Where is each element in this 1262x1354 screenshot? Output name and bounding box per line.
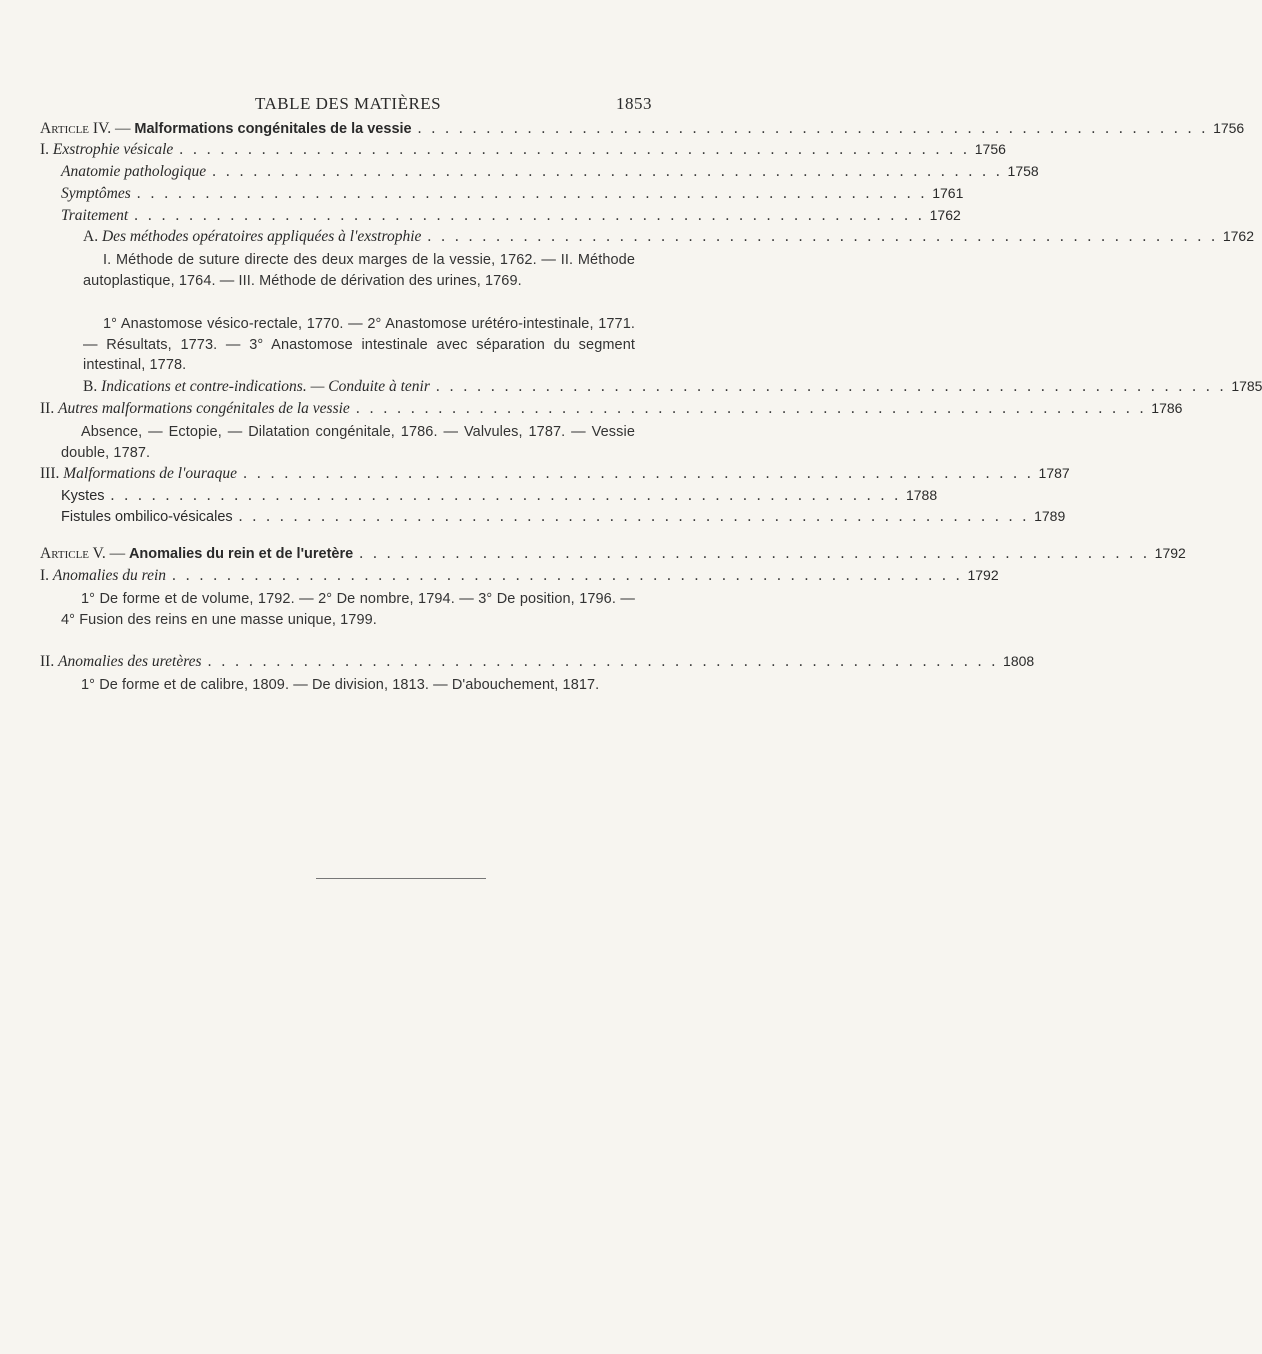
leader-dots: . . . . . . . . . . . . . . . . . . . . . . . . . . . . . . . . . . . . . . . . . . . . . . . . . . . . . . . . . .	[359, 545, 1150, 562]
toc-entry-fistules[interactable]	[61, 508, 1066, 528]
toc-entry-ouraque[interactable]	[40, 465, 1070, 485]
subsection-title: Anatomie pathologique	[61, 163, 207, 180]
leader-dots: . . . . . . . . . . . . . . . . . . . . . . . . . . . . . . . . . . . . . . . . . . . . . . . . . . . . . . . . . .	[172, 567, 963, 584]
leader-dots: . . . . . . . . . . . . . . . . . . . . . . . . . . . . . . . . . . . . . . . . . . . . . . . . . . . . . . . . . .	[427, 228, 1219, 245]
subsection-title: Symptômes	[61, 185, 131, 202]
section-title: Anomalies des uretères	[58, 653, 202, 670]
section-label: I.	[40, 567, 53, 584]
page-ref: 1808	[1003, 653, 1035, 669]
article-title: Malformations congénitales de la vessie	[134, 121, 412, 137]
leader-dots: . . . . . . . . . . . . . . . . . . . . . . . . . . . . . . . . . . . . . . . . . . . . . . . . . . . . . . . . . .	[417, 120, 1209, 137]
page-ref: 1792	[1154, 545, 1186, 561]
header-title: TABLE DES MATIÈRES	[255, 94, 442, 113]
entry-summary-paragraph: 1° De forme et de calibre, 1809. — De division, 1813. — D'abouchement, 1817.	[81, 677, 600, 693]
page-ref: 1792	[967, 567, 999, 583]
entry-summary-paragraph: 1° Anastomose vésico-rectale, 1770. — 2° Anastomose urétéro-intestinale, 1771. — Résultats, 1773. — 3° Anastomose intestinale avec séparation du segment intestinal, 1778.	[83, 316, 635, 373]
section-title: Exstrophie vésicale	[52, 141, 174, 158]
toc-entry-symptomes[interactable]	[61, 185, 964, 205]
page-ref: 1789	[1034, 508, 1066, 524]
leader-dots: . . . . . . . . . . . . . . . . . . . . . . . . . . . . . . . . . . . . . . . . . . . . . . . . . . . . . . . . . .	[136, 185, 928, 202]
page-ref: 1756	[974, 141, 1006, 157]
toc-entry-indications[interactable]	[83, 378, 1262, 398]
section-label: I.	[40, 141, 53, 158]
article-title: Anomalies du rein et de l'uretère	[128, 546, 354, 562]
page-ref: 1785	[1231, 378, 1262, 394]
page-ref: 1758	[1007, 163, 1039, 179]
toc-entry-article-v[interactable]	[40, 545, 1186, 565]
section-label: III.	[40, 465, 64, 482]
header-page-number: 1853	[616, 94, 652, 113]
toc-entry-article-iv[interactable]	[40, 120, 1245, 140]
section-title: Autres malformations congénitales de la vessie	[58, 400, 350, 417]
article-prefix: Article	[40, 545, 90, 562]
leader-dots: . . . . . . . . . . . . . . . . . . . . . . . . . . . . . . . . . . . . . . . . . . . . . . . . . . . . . . . . . .	[179, 141, 970, 158]
page-ref: 1762	[929, 207, 961, 223]
entry-summary-paragraph: 1° De forme et de volume, 1792. — 2° De nombre, 1794. — 3° De position, 1796. — 4° Fusion des reins en une masse unique, 1799.	[61, 591, 635, 628]
leader-dots: . . . . . . . . . . . . . . . . . . . . . . . . . . . . . . . . . . . . . . . . . . . . . . . . . . . . . . . . . .	[435, 378, 1227, 395]
article-numeral: V. —	[89, 545, 129, 562]
leader-dots: . . . . . . . . . . . . . . . . . . . . . . . . . . . . . . . . . . . . . . . . . . . . . . . . . . . . . . . . . .	[243, 465, 1034, 482]
subsection-label: B.	[83, 378, 102, 395]
page-ref: 1787	[1038, 465, 1070, 481]
subsection-title: Traitement	[61, 207, 129, 224]
subsection-label: A.	[83, 228, 102, 245]
leader-dots: . . . . . . . . . . . . . . . . . . . . . . . . . . . . . . . . . . . . . . . . . . . . . . . . . . . . . . . . . .	[207, 653, 999, 670]
toc-entry-anomalies-ureteres[interactable]	[40, 653, 1035, 673]
page-ref: 1788	[905, 487, 938, 503]
article-prefix: Article	[40, 120, 90, 137]
section-label: II.	[40, 400, 59, 417]
entry-summary-paragraph: I. Méthode de suture directe des deux marges de la vessie, 1762. — II. Méthode autoplastique, 1764. — III. Méthode de dérivation des urines, 1769.	[83, 252, 635, 289]
subsection-title: Fistules ombilico-vésicales	[61, 509, 233, 525]
end-rule-divider	[316, 878, 486, 879]
running-header	[0, 94, 800, 120]
subsection-title: Indications et contre-indications. — Conduite à tenir	[101, 378, 430, 395]
page-ref: 1786	[1151, 400, 1183, 416]
toc-entry-kystes[interactable]	[61, 487, 938, 507]
subsection-title: Des méthodes opératoires appliquées à l'exstrophie	[101, 228, 422, 245]
page-ref: 1761	[932, 185, 964, 201]
toc-entry-traitement[interactable]	[61, 207, 961, 227]
leader-dots: . . . . . . . . . . . . . . . . . . . . . . . . . . . . . . . . . . . . . . . . . . . . . . . . . . . . . . . . . .	[238, 508, 1030, 525]
section-title: Anomalies du rein	[52, 567, 167, 584]
toc-entry-methodes[interactable]	[83, 228, 1255, 248]
subsection-title: Kystes	[61, 488, 105, 504]
leader-dots: . . . . . . . . . . . . . . . . . . . . . . . . . . . . . . . . . . . . . . . . . . . . . . . . . . . . . . . . . .	[212, 163, 1003, 180]
article-numeral: IV. —	[89, 120, 135, 137]
toc-entry-anatomie[interactable]	[61, 163, 1039, 183]
leader-dots: . . . . . . . . . . . . . . . . . . . . . . . . . . . . . . . . . . . . . . . . . . . . . . . . . . . . . . . . . .	[355, 400, 1147, 417]
toc-entry-anomalies-rein[interactable]	[40, 567, 999, 587]
page-ref: 1756	[1213, 120, 1245, 136]
toc-entry-autres-malformations[interactable]	[40, 400, 1183, 420]
section-label: II.	[40, 653, 59, 670]
toc-entry-exstrophie[interactable]	[40, 141, 1006, 161]
section-title: Malformations de l'ouraque	[63, 465, 238, 482]
page-ref: 1762	[1222, 228, 1255, 244]
entry-summary-paragraph: Absence, — Ectopie, — Dilatation congénitale, 1786. — Valvules, 1787. — Vessie double, 1787.	[61, 424, 635, 461]
leader-dots: . . . . . . . . . . . . . . . . . . . . . . . . . . . . . . . . . . . . . . . . . . . . . . . . . . . . . . . . . .	[134, 207, 925, 224]
leader-dots: . . . . . . . . . . . . . . . . . . . . . . . . . . . . . . . . . . . . . . . . . . . . . . . . . . . . . . . . . .	[110, 487, 902, 504]
